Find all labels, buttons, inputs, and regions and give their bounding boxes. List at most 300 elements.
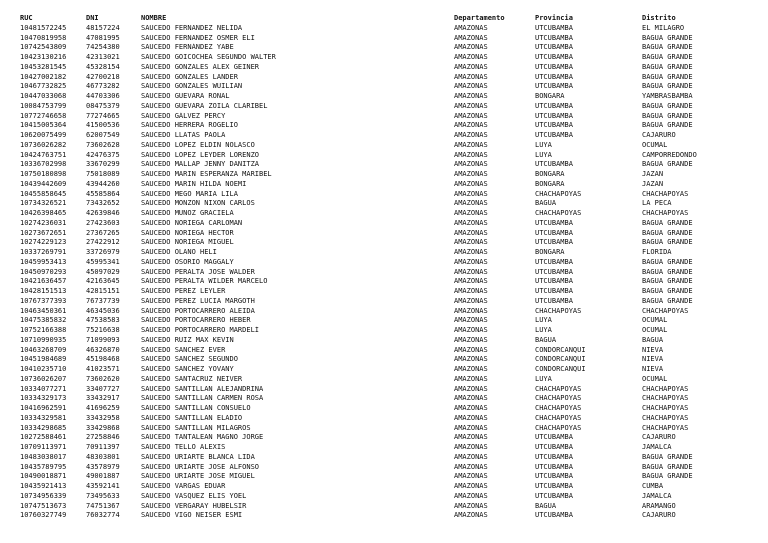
table-row (20, 404, 742, 414)
cell-provincia: UTCUBAMBA (535, 62, 573, 71)
cell-departamento: AMAZONAS (454, 189, 488, 198)
table-row (20, 73, 742, 83)
table-header-row (20, 14, 742, 24)
cell-ruc: 10463450361 (20, 306, 67, 315)
cell-provincia: UTCUBAMBA (535, 111, 573, 120)
cell-departamento: AMAZONAS (454, 326, 488, 334)
cell-distrito: BAGUA GRANDE (642, 62, 693, 71)
cell-dni: 42313021 (86, 53, 120, 61)
cell-dni: 27258846 (86, 433, 120, 442)
cell-distrito: JAZAN (642, 170, 664, 178)
table-row (20, 463, 742, 473)
cell-ruc: 10734956339 (20, 491, 67, 500)
cell-distrito: CHACHAPOYAS (642, 189, 689, 198)
cell-distrito: BAGUA GRANDE (642, 228, 693, 237)
cell-distrito: BAGUA GRANDE (642, 472, 693, 481)
cell-distrito: CHACHAPOYAS (642, 209, 689, 217)
cell-provincia: UTCUBAMBA (535, 491, 573, 500)
cell-ruc: 10736026207 (20, 374, 67, 383)
table-row (20, 121, 742, 131)
cell-distrito: BAGUA GRANDE (642, 160, 693, 169)
cell-departamento: AMAZONAS (454, 443, 488, 451)
cell-dni: 73602620 (86, 374, 120, 383)
cell-ruc: 10272588461 (20, 433, 67, 442)
cell-departamento: AMAZONAS (454, 355, 488, 364)
cell-departamento: AMAZONAS (454, 365, 488, 373)
cell-dni: 42639846 (86, 209, 120, 217)
cell-provincia: CHACHAPOYAS (535, 394, 582, 403)
cell-dni: 08475379 (86, 101, 120, 110)
cell-departamento: AMAZONAS (454, 374, 488, 383)
cell-provincia: CHACHAPOYAS (535, 413, 582, 422)
cell-departamento: AMAZONAS (454, 423, 488, 432)
cell-distrito: OCUMAL (642, 374, 668, 383)
cell-provincia: UTCUBAMBA (535, 218, 573, 227)
cell-ruc: 10439442609 (20, 179, 67, 188)
cell-distrito: BAGUA GRANDE (642, 101, 693, 110)
cell-distrito: ARAMANGO (642, 501, 676, 510)
cell-distrito: BAGUA GRANDE (642, 277, 693, 286)
cell-provincia: UTCUBAMBA (535, 238, 573, 247)
cell-ruc: 10416962591 (20, 404, 67, 412)
cell-nombre: SAUCEDO FERNANDEZ NELIDA (141, 23, 243, 32)
cell-ruc: 10467732825 (20, 82, 67, 91)
table-row (20, 268, 742, 278)
cell-provincia: CONDORCANQUI (535, 365, 586, 373)
cell-provincia: CHACHAPOYAS (535, 209, 582, 217)
cell-distrito: BAGUA GRANDE (642, 33, 693, 42)
cell-provincia: BONGARA (535, 179, 565, 188)
cell-departamento: AMAZONAS (454, 131, 488, 139)
header-departamento: Departamento (454, 14, 505, 22)
cell-departamento: AMAZONAS (454, 462, 488, 471)
cell-departamento: AMAZONAS (454, 140, 488, 149)
cell-distrito: OCUMAL (642, 316, 668, 325)
cell-nombre: SAUCEDO SANTILLAN ALEJANDRINA (141, 384, 264, 393)
cell-ruc: 10435789795 (20, 462, 67, 471)
cell-distrito: OCUMAL (642, 326, 668, 334)
table-row (20, 209, 742, 219)
cell-dni: 43578979 (86, 462, 120, 471)
cell-ruc: 10274229123 (20, 238, 67, 247)
table-row (20, 443, 742, 453)
cell-dni: 62007549 (86, 131, 120, 139)
table-body (20, 24, 742, 521)
cell-nombre: SAUCEDO FERNANDEZ OSMER ELI (141, 33, 255, 42)
cell-distrito: BAGUA GRANDE (642, 53, 693, 61)
cell-provincia: LUYA (535, 326, 552, 334)
cell-ruc: 10760327749 (20, 511, 67, 520)
cell-dni: 41500536 (86, 121, 120, 130)
cell-dni: 45198468 (86, 355, 120, 364)
cell-nombre: SAUCEDO OSORIO MAGGALY (141, 257, 234, 266)
cell-ruc: 10453281545 (20, 62, 67, 71)
cell-dni: 74254380 (86, 43, 120, 52)
cell-nombre: SAUCEDO SANTILLAN CONSUELO (141, 404, 251, 412)
cell-dni: 76032774 (86, 511, 120, 520)
cell-departamento: AMAZONAS (454, 228, 488, 237)
cell-ruc: 10459953413 (20, 257, 67, 266)
cell-provincia: UTCUBAMBA (535, 23, 573, 32)
cell-nombre: SAUCEDO NORIEGA HECTOR (141, 228, 234, 237)
cell-departamento: AMAZONAS (454, 267, 488, 276)
cell-dni: 47538583 (86, 316, 120, 325)
table-row (20, 355, 742, 365)
cell-distrito: BAGUA GRANDE (642, 111, 693, 120)
cell-dni: 75018089 (86, 170, 120, 178)
cell-ruc: 10481572245 (20, 23, 67, 32)
cell-ruc: 10334329173 (20, 394, 67, 403)
cell-departamento: AMAZONAS (454, 306, 488, 315)
cell-distrito: NIEVA (642, 355, 664, 364)
cell-dni: 77274665 (86, 111, 120, 120)
header-nombre: NOMBRE (141, 14, 167, 22)
cell-departamento: AMAZONAS (454, 404, 488, 412)
cell-departamento: AMAZONAS (454, 335, 488, 344)
cell-nombre: SAUCEDO GUEVARA RONAL (141, 92, 230, 100)
cell-ruc: 10415005364 (20, 121, 67, 130)
table-row (20, 287, 742, 297)
cell-distrito: BAGUA GRANDE (642, 296, 693, 305)
cell-dni: 73602628 (86, 140, 120, 149)
cell-ruc: 10423130216 (20, 53, 67, 61)
table-row (20, 180, 742, 190)
cell-dni: 49001887 (86, 472, 120, 481)
table-row (20, 34, 742, 44)
cell-dni: 45995341 (86, 257, 120, 266)
cell-provincia: LUYA (535, 150, 552, 159)
cell-ruc: 10734326521 (20, 199, 67, 208)
cell-provincia: UTCUBAMBA (535, 443, 573, 451)
cell-nombre: SAUCEDO PEREZ LEYLER (141, 287, 226, 295)
cell-nombre: SAUCEDO LLATAS PAOLA (141, 131, 226, 139)
cell-nombre: SAUCEDO NORIEGA MIGUEL (141, 238, 234, 247)
cell-dni: 46326870 (86, 345, 120, 354)
cell-ruc: 10336702998 (20, 160, 67, 169)
cell-provincia: UTCUBAMBA (535, 33, 573, 42)
cell-departamento: AMAZONAS (454, 62, 488, 71)
cell-nombre: SAUCEDO PORTOCARRERO ALEIDA (141, 306, 255, 315)
cell-ruc: 10455858645 (20, 189, 67, 198)
cell-dni: 27367265 (86, 228, 120, 237)
cell-ruc: 10084753799 (20, 101, 67, 110)
table-row (20, 482, 742, 492)
table-row (20, 394, 742, 404)
cell-departamento: AMAZONAS (454, 53, 488, 61)
cell-departamento: AMAZONAS (454, 72, 488, 81)
table-row (20, 511, 742, 521)
cell-provincia: UTCUBAMBA (535, 452, 573, 461)
cell-dni: 33432958 (86, 413, 120, 422)
cell-distrito: BAGUA GRANDE (642, 257, 693, 266)
cell-dni: 45585864 (86, 189, 120, 198)
cell-provincia: UTCUBAMBA (535, 160, 573, 169)
cell-distrito: CHACHAPOYAS (642, 404, 689, 412)
table-row (20, 238, 742, 248)
cell-departamento: AMAZONAS (454, 345, 488, 354)
table-row (20, 112, 742, 122)
cell-nombre: SAUCEDO SANCHEZ EVER (141, 345, 226, 354)
cell-dni: 45328154 (86, 62, 120, 71)
cell-nombre: SAUCEDO MONZON NIXON CARLOS (141, 199, 255, 208)
cell-nombre: SAUCEDO SANTILLAN MILAGROS (141, 423, 251, 432)
table-row (20, 414, 742, 424)
cell-nombre: SAUCEDO PERALTA JOSE WALDER (141, 267, 255, 276)
table-row (20, 472, 742, 482)
table-row (20, 326, 742, 336)
cell-nombre: SAUCEDO GOICOCHEA SEGUNDO WALTER (141, 53, 276, 61)
cell-distrito: YAMBRASBAMBA (642, 92, 693, 100)
cell-nombre: SAUCEDO NORIEGA CARLOMAN (141, 218, 243, 227)
cell-distrito: JAMALCA (642, 443, 672, 451)
cell-departamento: AMAZONAS (454, 433, 488, 442)
cell-dni: 43944260 (86, 179, 120, 188)
cell-departamento: AMAZONAS (454, 238, 488, 247)
cell-ruc: 10772746658 (20, 111, 67, 120)
cell-departamento: AMAZONAS (454, 111, 488, 120)
cell-provincia: BAGUA (535, 199, 557, 208)
cell-departamento: AMAZONAS (454, 413, 488, 422)
cell-ruc: 10450970293 (20, 267, 67, 276)
header-ruc: RUC (20, 14, 33, 22)
table-row (20, 82, 742, 92)
cell-provincia: UTCUBAMBA (535, 121, 573, 130)
cell-provincia: BONGARA (535, 92, 565, 100)
cell-dni: 42700218 (86, 72, 120, 81)
cell-dni: 48303801 (86, 452, 120, 461)
cell-ruc: 10747513673 (20, 501, 67, 510)
table-row (20, 316, 742, 326)
cell-distrito: BAGUA GRANDE (642, 72, 693, 81)
cell-nombre: SAUCEDO MARIN HILDA NOEMI (141, 179, 247, 188)
cell-nombre: SAUCEDO GUEVARA ZOILA CLARIBEL (141, 101, 268, 110)
cell-distrito: BAGUA GRANDE (642, 452, 693, 461)
cell-distrito: LA PECA (642, 199, 672, 208)
cell-provincia: LUYA (535, 374, 552, 383)
table-row (20, 297, 742, 307)
cell-departamento: AMAZONAS (454, 23, 488, 32)
table-row (20, 92, 742, 102)
cell-nombre: SAUCEDO LOPEZ ELDIN NOLASCO (141, 140, 255, 149)
cell-distrito: BAGUA GRANDE (642, 462, 693, 471)
cell-dni: 70911397 (86, 443, 120, 451)
cell-nombre: SAUCEDO RUIZ MAX KEVIN (141, 335, 234, 344)
cell-departamento: AMAZONAS (454, 92, 488, 100)
cell-distrito: CHACHAPOYAS (642, 423, 689, 432)
cell-dni: 27423603 (86, 218, 120, 227)
cell-distrito: CHACHAPOYAS (642, 413, 689, 422)
cell-departamento: AMAZONAS (454, 33, 488, 42)
cell-dni: 43592141 (86, 482, 120, 490)
cell-ruc: 10273672651 (20, 228, 67, 237)
table-row (20, 277, 742, 287)
cell-departamento: AMAZONAS (454, 277, 488, 286)
cell-ruc: 10428151513 (20, 287, 67, 295)
cell-dni: 76737739 (86, 296, 120, 305)
cell-distrito: CHACHAPOYAS (642, 306, 689, 315)
cell-provincia: CHACHAPOYAS (535, 404, 582, 412)
cell-ruc: 10470819958 (20, 33, 67, 42)
table-row (20, 502, 742, 512)
cell-distrito: BAGUA (642, 335, 664, 344)
cell-provincia: CHACHAPOYAS (535, 423, 582, 432)
cell-provincia: UTCUBAMBA (535, 277, 573, 286)
cell-nombre: SAUCEDO PERALTA WILDER MARCELO (141, 277, 268, 286)
cell-nombre: SAUCEDO GONZALES LANDER (141, 72, 238, 81)
table-row (20, 160, 742, 170)
cell-provincia: UTCUBAMBA (535, 511, 573, 520)
cell-nombre: SAUCEDO URIARTE BLANCA LIDA (141, 452, 255, 461)
table-row (20, 453, 742, 463)
cell-provincia: BONGARA (535, 170, 565, 178)
cell-dni: 44703306 (86, 92, 120, 100)
cell-departamento: AMAZONAS (454, 491, 488, 500)
cell-provincia: UTCUBAMBA (535, 267, 573, 276)
table-row (20, 131, 742, 141)
table-row (20, 375, 742, 385)
cell-provincia: UTCUBAMBA (535, 433, 573, 442)
cell-dni: 42815151 (86, 287, 120, 295)
header-distrito: Distrito (642, 14, 676, 22)
cell-provincia: CHACHAPOYAS (535, 384, 582, 393)
cell-distrito: NIEVA (642, 365, 664, 373)
cell-departamento: AMAZONAS (454, 150, 488, 159)
cell-dni: 42163645 (86, 277, 120, 286)
table-row (20, 63, 742, 73)
cell-ruc: 10451984689 (20, 355, 67, 364)
cell-nombre: SAUCEDO SANCHEZ SEGUNDO (141, 355, 238, 364)
cell-departamento: AMAZONAS (454, 472, 488, 481)
cell-nombre: SAUCEDO VERGARAY HUBELSIR (141, 501, 247, 510)
cell-ruc: 10447033068 (20, 92, 67, 100)
cell-dni: 75216638 (86, 326, 120, 334)
table-row (20, 190, 742, 200)
cell-distrito: CHACHAPOYAS (642, 384, 689, 393)
cell-nombre: SAUCEDO MEGO MARIA LILA (141, 189, 238, 198)
cell-departamento: AMAZONAS (454, 160, 488, 169)
table-row (20, 433, 742, 443)
cell-provincia: UTCUBAMBA (535, 228, 573, 237)
table-row (20, 141, 742, 151)
cell-departamento: AMAZONAS (454, 501, 488, 510)
cell-departamento: AMAZONAS (454, 296, 488, 305)
cell-distrito: BAGUA GRANDE (642, 82, 693, 91)
cell-provincia: UTCUBAMBA (535, 482, 573, 490)
cell-provincia: CONDORCANQUI (535, 355, 586, 364)
cell-ruc: 10742543809 (20, 43, 67, 52)
cell-provincia: UTCUBAMBA (535, 462, 573, 471)
cell-provincia: UTCUBAMBA (535, 131, 573, 139)
cell-ruc: 10334329581 (20, 413, 67, 422)
cell-departamento: AMAZONAS (454, 43, 488, 52)
cell-dni: 41696259 (86, 404, 120, 412)
table-row (20, 151, 742, 161)
cell-ruc: 10620075499 (20, 131, 67, 139)
cell-departamento: AMAZONAS (454, 248, 488, 256)
cell-departamento: AMAZONAS (454, 179, 488, 188)
cell-departamento: AMAZONAS (454, 316, 488, 325)
cell-nombre: SAUCEDO PORTOCARRERO HEBER (141, 316, 251, 325)
cell-distrito: JAMALCA (642, 491, 672, 500)
cell-ruc: 10334077271 (20, 384, 67, 393)
cell-ruc: 10426398465 (20, 209, 67, 217)
cell-dni: 47081995 (86, 33, 120, 42)
cell-ruc: 10736026282 (20, 140, 67, 149)
cell-provincia: CHACHAPOYAS (535, 189, 582, 198)
cell-nombre: SAUCEDO VASQUEZ ELIS YOEL (141, 491, 247, 500)
table-row (20, 219, 742, 229)
cell-ruc: 10709113971 (20, 443, 67, 451)
cell-dni: 73495633 (86, 491, 120, 500)
cell-distrito: CHACHAPOYAS (642, 394, 689, 403)
cell-provincia: UTCUBAMBA (535, 287, 573, 295)
cell-distrito: EL MILAGRO (642, 23, 685, 32)
cell-provincia: UTCUBAMBA (535, 296, 573, 305)
cell-dni: 42476375 (86, 150, 120, 159)
cell-nombre: SAUCEDO OLANO HELI (141, 248, 217, 256)
table-row (20, 336, 742, 346)
table-row (20, 492, 742, 502)
table-row (20, 258, 742, 268)
cell-dni: 33407727 (86, 384, 120, 393)
cell-ruc: 10463268709 (20, 345, 67, 354)
cell-dni: 48157224 (86, 23, 120, 32)
cell-distrito: FLORIDA (642, 248, 672, 256)
cell-nombre: SAUCEDO FERNÁNDEZ YABE (141, 43, 234, 52)
table-row (20, 43, 742, 53)
cell-nombre: SAUCEDO GONZALES WUILIAN (141, 82, 243, 91)
cell-departamento: AMAZONAS (454, 101, 488, 110)
cell-ruc: 10750180898 (20, 170, 67, 178)
cell-departamento: AMAZONAS (454, 287, 488, 295)
cell-departamento: AMAZONAS (454, 82, 488, 91)
table-row (20, 424, 742, 434)
cell-distrito: OCUMAL (642, 140, 668, 149)
cell-nombre: SAUCEDO GÁLVEZ PERCY (141, 111, 226, 120)
cell-provincia: UTCUBAMBA (535, 82, 573, 91)
records-table (20, 14, 742, 521)
table-row (20, 170, 742, 180)
cell-distrito: JAZAN (642, 179, 664, 188)
table-row (20, 346, 742, 356)
cell-provincia: UTCUBAMBA (535, 257, 573, 266)
cell-distrito: BAGUA GRANDE (642, 267, 693, 276)
cell-distrito: CAJARURO (642, 131, 676, 139)
cell-distrito: CAJARURO (642, 433, 676, 442)
cell-nombre: SAUCEDO PORTOCARRERO MARDELÍ (141, 326, 260, 334)
cell-nombre: SAUCEDO URIARTE JOSE ALFONSO (141, 462, 260, 471)
cell-departamento: AMAZONAS (454, 452, 488, 461)
cell-distrito: CAJARURO (642, 511, 676, 520)
cell-nombre: SAUCEDO MALLAP JENNY DANITZA (141, 160, 260, 169)
cell-provincia: CHACHAPOYAS (535, 306, 582, 315)
cell-nombre: SAUCEDO PEREZ LUCIA MARGOTH (141, 296, 255, 305)
cell-dni: 33726979 (86, 248, 120, 256)
cell-ruc: 10421636457 (20, 277, 67, 286)
table-row (20, 365, 742, 375)
cell-departamento: AMAZONAS (454, 170, 488, 178)
cell-departamento: AMAZONAS (454, 482, 488, 490)
table-row (20, 229, 742, 239)
cell-provincia: LUYA (535, 140, 552, 149)
cell-distrito: BAGUA GRANDE (642, 43, 693, 52)
cell-dni: 74751367 (86, 501, 120, 510)
cell-departamento: AMAZONAS (454, 257, 488, 266)
header-provincia: Provincia (535, 14, 573, 22)
cell-ruc: 10490018871 (20, 472, 67, 481)
cell-nombre: SAUCEDO VARGAS EDUAR (141, 482, 226, 490)
cell-dni: 71099093 (86, 335, 120, 344)
